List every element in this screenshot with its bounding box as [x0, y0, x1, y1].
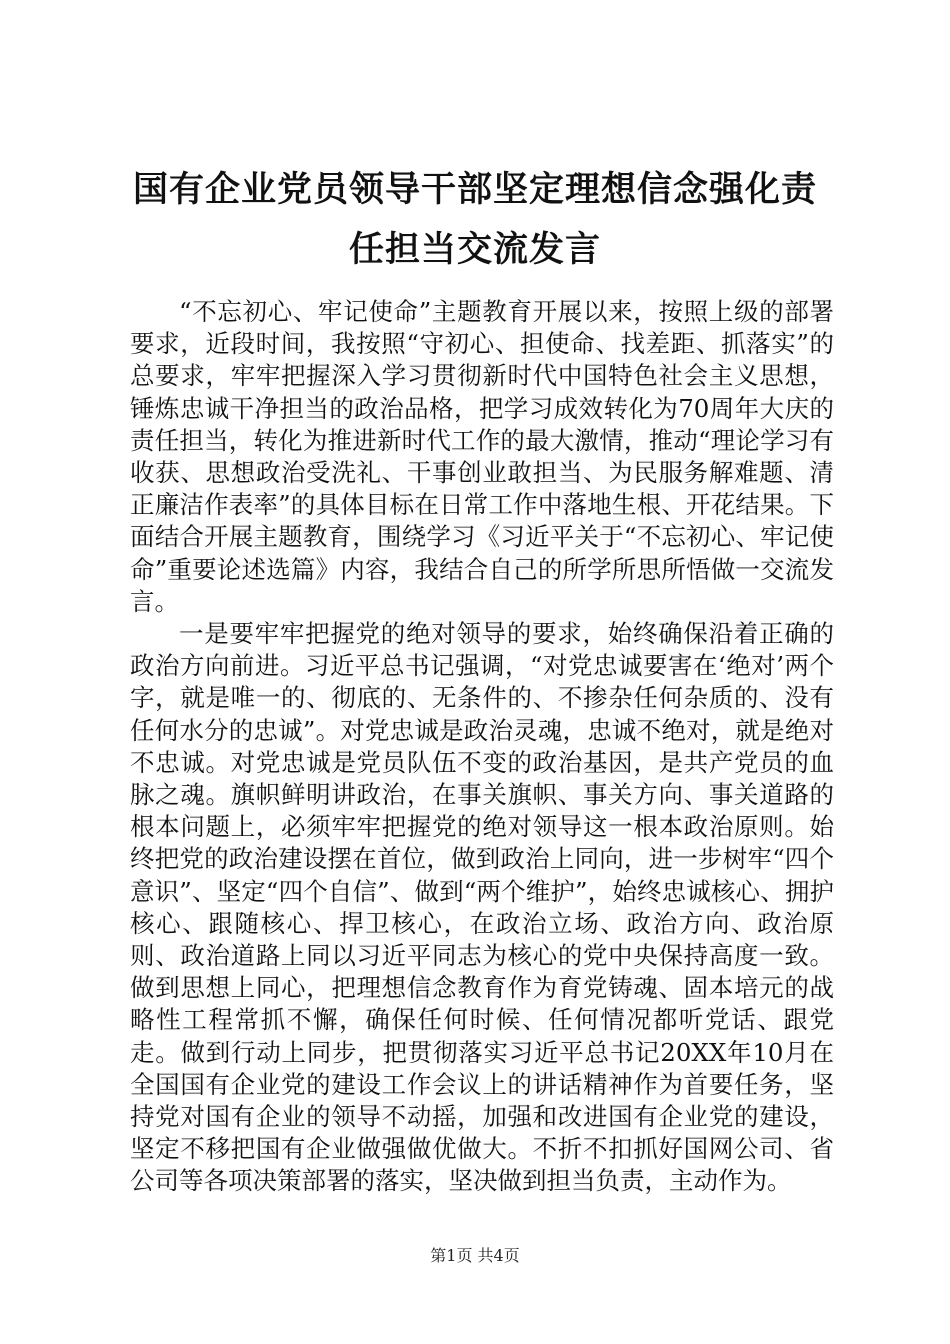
document-title: 国有企业党员领导干部坚定理想信念强化责任担当交流发言 [132, 169, 817, 270]
body-paragraph-1: “不忘初心、牢记使命”主题教育开展以来，按照上级的部署要求，近段时间，我按照“守初心、担使命、找差距、抓落实”的总要求，牢牢把握深入学习贯彻新时代中国特色社会主义思想，锤炼忠诚干净担当的政治品格，把学习成效转化为70周年大庆的责任担当，转化为推进新时代工作的最大激情，推动“理论学习有收获、思想政治受洗礼、干事创业敢担当、为民服务解难题、清正廉洁作表率”的具体目标在日常工作中落地生根、开花结果。下面结合开展主题教育，围绕学习《习近平关于“不忘初心、牢记使命”重要论述选篇》内容，我结合自己的所学所思所悟做一交流发言。 [130, 297, 834, 616]
body-paragraph-2: 一是要牢牢把握党的绝对领导的要求，始终确保沿着正确的政治方向前进。习近平总书记强调，“对党忠诚要害在‘绝对’两个字，就是唯一的、彻底的、无条件的、不掺杂任何杂质的、没有任何水分的忠诚”。对党忠诚是政治灵魂，忠诚不绝对，就是绝对不忠诚。对党忠诚是党员队伍不变的政治基因，是共产党员的血脉之魂。旗帜鲜明讲政治，在事关旗帜、事关方向、事关道路的根本问题上，必须牢牢把握党的绝对领导这一根本政治原则。始终把党的政治建设摆在首位，做到政治上同向，进一步树牢“四个意识”、坚定“四个自信”、做到“两个维护”，始终忠诚核心、拥护核心、跟随核心、捍卫核心，在政治立场、政治方向、政治原则、政治道路上同以习近平同志为核心的党中央保持高度一致。做到思想上同心，把理想信念教育作为育党铸魂、固本培元的战略性工程常抓不懈，确保任何时候、任何情况都听党话、跟党走。做到行动上同步，把贯彻落实习近平总书记20XX年10月在全国国有企业党的建设工作会议上的讲话精神作为首要任务，坚持党对国有企业的领导不动摇，加强和改进国有企业党的建设，坚定不移把国有企业做强做优做大。不折不扣抓好国网公司、省公司等各项决策部署的落实，坚决做到担当负责，主动作为。 [130, 619, 834, 1196]
document-body [130, 296, 834, 1198]
page-footer: 第1页 共4页 [430, 1246, 520, 1265]
